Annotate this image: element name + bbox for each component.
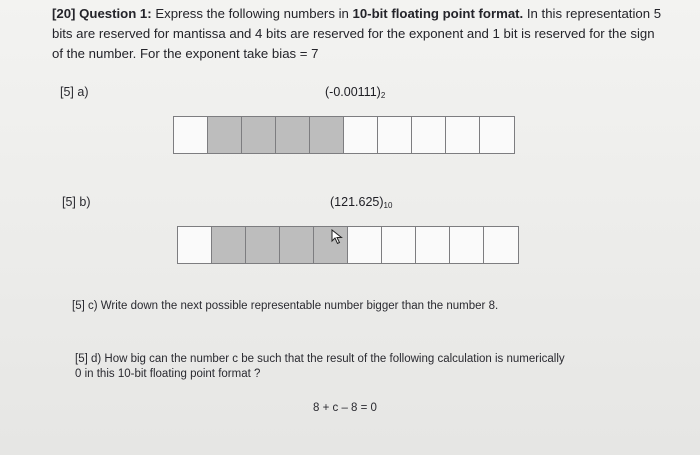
part-a-label: [5] a): [60, 85, 89, 99]
part-b-bit-box: [348, 227, 382, 263]
part-b-number: (121.625): [330, 195, 384, 209]
part-a-base: 2: [380, 91, 386, 100]
question-bold-term: 10-bit floating point format.: [352, 6, 524, 21]
question-marks: [20]: [52, 6, 76, 21]
part-a-bit-box: [378, 117, 412, 153]
part-b-bit-box: [178, 227, 212, 263]
part-a-bit-boxes: [173, 116, 515, 154]
question-text-pre: Express the following numbers in: [151, 6, 353, 21]
part-a-bit-box: [242, 117, 276, 153]
part-a-bit-box: [310, 117, 344, 153]
part-b-base: 10: [383, 201, 393, 210]
part-b-bit-box: [484, 227, 518, 263]
part-a-bit-box: [412, 117, 446, 153]
question-number: Question 1:: [79, 6, 152, 21]
part-b-label: [5] b): [62, 195, 91, 209]
question-text-post: In this representation 5 bits are reserved for mantissa and 4 bits are reserved for the exponent and 1 bit is reserved for the sign of the number. For the exponent take bias = 7: [52, 6, 662, 61]
part-b-bit-box: [416, 227, 450, 263]
part-b-bit-box: [280, 227, 314, 263]
part-a-number: (-0.00111): [325, 85, 381, 99]
part-b-bit-box: [212, 227, 246, 263]
mouse-cursor-icon: [331, 229, 345, 245]
part-d-line-2: 0 in this 10-bit floating point format ?: [75, 368, 261, 380]
part-b-bit-boxes: [177, 226, 519, 264]
part-b-value: [330, 195, 392, 209]
part-b-bit-box: [450, 227, 484, 263]
part-b-bit-box: [382, 227, 416, 263]
part-a-bit-box: [480, 117, 514, 153]
part-a-bit-box: [208, 117, 242, 153]
part-c-text: [5] c) Write down the next possible representable number bigger than the number 8.: [72, 300, 499, 312]
part-b-bit-box: [246, 227, 280, 263]
part-a-bit-box: [174, 117, 208, 153]
part-d-equation: 8 + c – 8 = 0: [313, 402, 377, 414]
part-a-bit-box: [344, 117, 378, 153]
part-a-value: [325, 85, 385, 99]
part-a-bit-box: [276, 117, 310, 153]
part-d-line-1: [5] d) How big can the number c be such that the result of the following calculation is numerically: [75, 353, 565, 365]
part-a-bit-box: [446, 117, 480, 153]
question-header: [52, 4, 662, 64]
